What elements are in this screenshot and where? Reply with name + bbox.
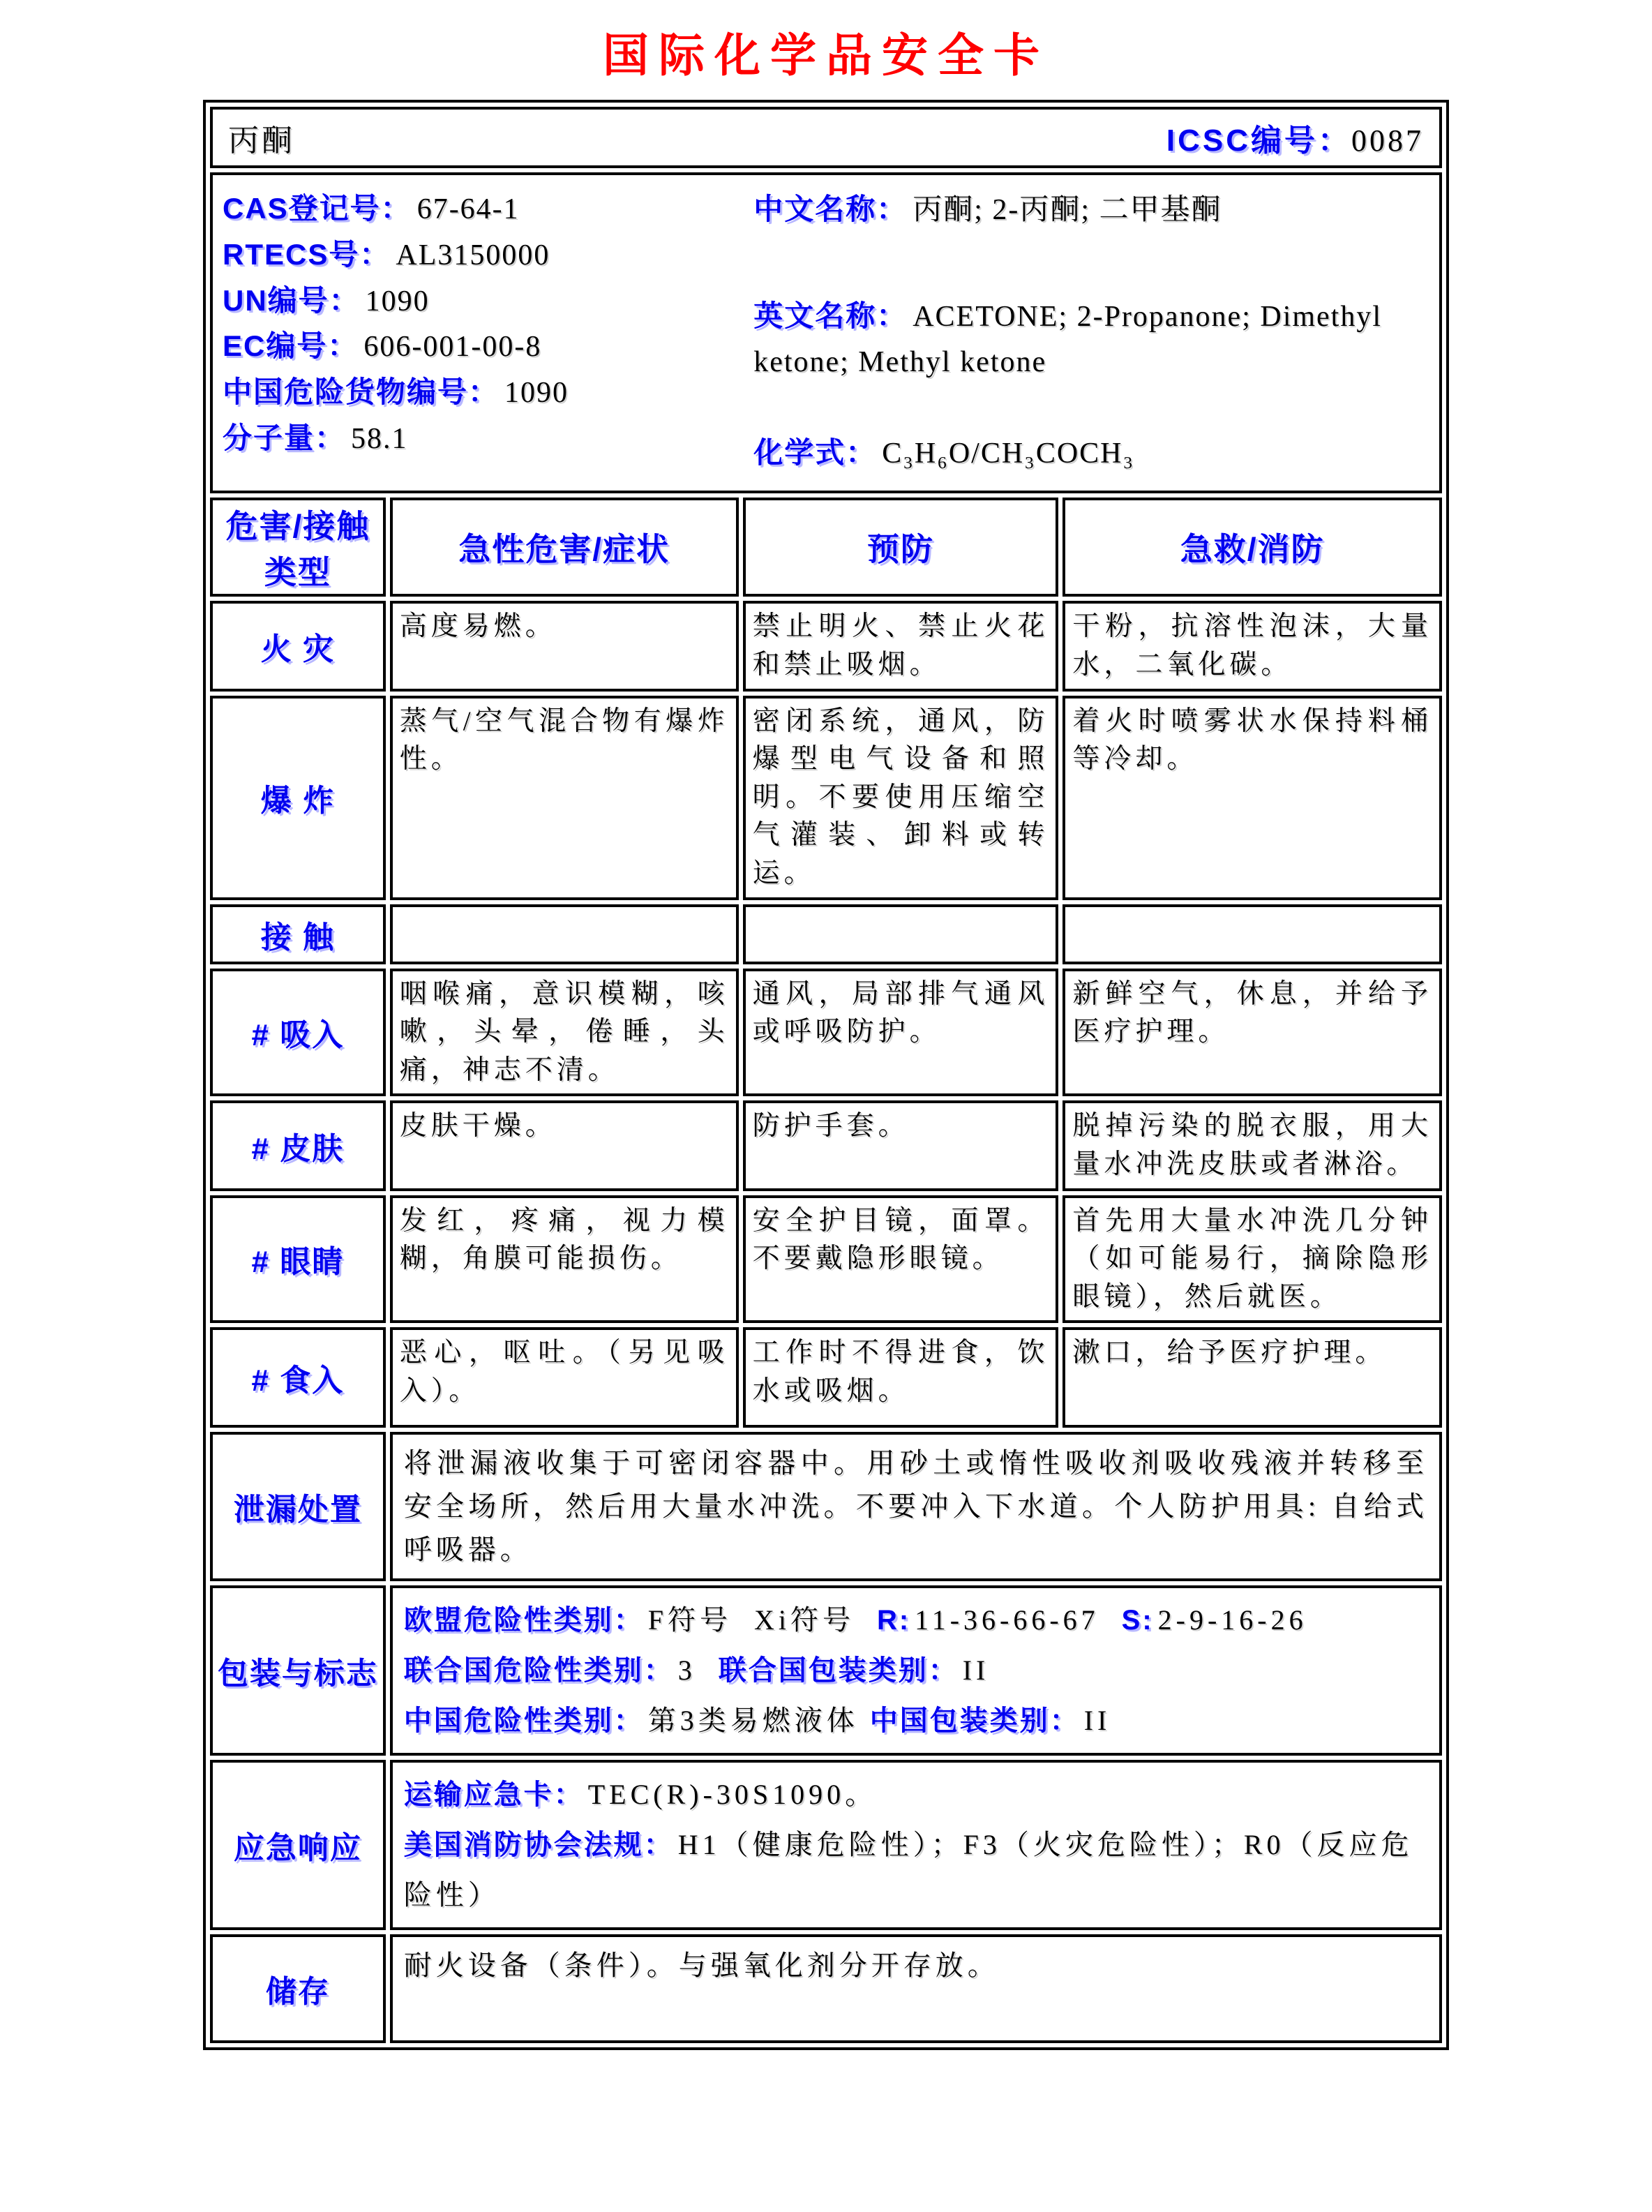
spill-row (210, 1432, 1442, 1581)
substance-name: 丙酮 (228, 124, 295, 158)
fire-symptoms: 高度易燃。 (390, 601, 739, 691)
eyes-symptoms: 发红，疼痛，视力模糊，角膜可能损伤。 (390, 1195, 739, 1324)
section-label-spill: 泄漏处置 (210, 1432, 386, 1581)
transport-emergency-card-line: 运输应急卡： TEC(R)-30S1090。 (403, 1779, 878, 1811)
packaging-content (390, 1585, 1442, 1756)
hazard-header-row (210, 498, 1442, 597)
rtecs-number: RTECS号： AL3150000 (223, 237, 550, 271)
icsc-number-label: ICSC编号： (1166, 124, 1351, 158)
emergency-content (390, 1760, 1442, 1930)
section-label-packaging: 包装与标志 (210, 1585, 386, 1756)
eyes-row (210, 1195, 1442, 1324)
header-hazard-type: 危害/接触类型 (210, 498, 386, 597)
eu-hazard-class-line: 欧盟危险性类别： F符号 Xi符号 R: 11-36-66-67 S: 2-9-16-26 (403, 1604, 1307, 1636)
contact-row (210, 904, 1442, 964)
skin-prevention: 防护手套。 (743, 1100, 1059, 1190)
hazard-type-contact: 接 触 (210, 904, 386, 964)
contact-response (1062, 904, 1442, 964)
hazard-type-ingestion: # 食入 (210, 1327, 386, 1428)
inhalation-response: 新鲜空气，休息，并给予医疗护理。 (1062, 969, 1442, 1097)
eyes-prevention: 安全护目镜，面罩。不要戴隐形眼镜。 (743, 1195, 1059, 1324)
hazard-type-inhalation: # 吸入 (210, 969, 386, 1097)
storage-text: 耐火设备（条件）。与强氧化剂分开存放。 (390, 1934, 1442, 2043)
emergency-row (210, 1760, 1442, 1930)
molecular-weight: 分子量： 58.1 (223, 421, 408, 456)
icsc-number (1166, 115, 1424, 160)
ingestion-response: 漱口，给予医疗护理。 (1062, 1327, 1442, 1428)
name-cell (210, 107, 1442, 168)
ingestion-symptoms: 恶心，呕吐。（另见吸入）。 (390, 1327, 739, 1428)
skin-row (210, 1100, 1442, 1190)
cas-number: CAS登记号： 67-64-1 (223, 192, 520, 225)
page-title: 国际化学品安全卡 (603, 31, 1049, 82)
inhalation-symptoms: 咽喉痛，意识模糊，咳嗽，头晕，倦睡，头痛，神志不清。 (390, 969, 739, 1097)
explosion-symptoms: 蒸气/空气混合物有爆炸性。 (390, 696, 739, 900)
header-prevention: 预防 (743, 498, 1059, 597)
explosion-row (210, 696, 1442, 900)
chemical-formula: 化学式： C₃H₆O/CH₃COCH₃ (753, 436, 1135, 470)
eyes-response: 首先用大量水冲洗几分钟（如可能易行，摘除隐形眼镜），然后就医。 (1062, 1195, 1442, 1324)
inhalation-prevention: 通风，局部排气通风或呼吸防护。 (743, 969, 1059, 1097)
skin-symptoms: 皮肤干燥。 (390, 1100, 739, 1190)
section-label-storage: 储存 (210, 1934, 386, 2043)
icsc-number-value: 0087 (1351, 124, 1424, 158)
fire-response: 干粉，抗溶性泡沫，大量水，二氧化碳。 (1062, 601, 1442, 691)
ingestion-row (210, 1327, 1442, 1428)
un-hazard-class-line: 联合国危险性类别： 3 联合国包装类别： II (403, 1654, 990, 1687)
contact-prevention (743, 904, 1059, 964)
header-symptoms: 急性危害/症状 (390, 498, 739, 597)
explosion-prevention: 密闭系统，通风，防爆型电气设备和照明。不要使用压缩空气灌装、卸料或转运。 (743, 696, 1059, 900)
un-number: UN编号： 1090 (223, 283, 430, 317)
safety-card-table (203, 100, 1449, 2050)
hazard-type-skin: # 皮肤 (210, 1100, 386, 1190)
english-name: 英文名称： ACETONE; 2-Propanone; Dimethyl ketone; Methyl ketone (753, 299, 1383, 379)
hazard-type-eyes: # 眼睛 (210, 1195, 386, 1324)
storage-row (210, 1934, 1442, 2043)
packaging-row (210, 1585, 1442, 1756)
inhalation-row (210, 969, 1442, 1097)
header-response: 急救/消防 (1062, 498, 1442, 597)
china-hazard-class-line: 中国危险性类别： 第3类易燃液体 中国包装类别： II (403, 1705, 1111, 1737)
registry-numbers (223, 186, 753, 477)
spill-text: 将泄漏液收集于可密闭容器中。用砂土或惰性吸收剂吸收残液并转移至安全场所，然后用大量水冲洗。不要冲入下水道。个人防护用具: 自给式呼吸器。 (390, 1432, 1442, 1581)
name-row (210, 107, 1442, 168)
chemical-names (753, 186, 1409, 477)
skin-response: 脱掉污染的脱衣服，用大量水冲洗皮肤或者淋浴。 (1062, 1100, 1442, 1190)
ingestion-prevention: 工作时不得进食，饮水或吸烟。 (743, 1327, 1059, 1428)
nfpa-code-line: 美国消防协会法规： H1（健康危险性）；F3（火灾危险性）；R0（反应危险性） (403, 1829, 1413, 1911)
china-dg-number: 中国危险货物编号： 1090 (223, 375, 569, 410)
chinese-name: 中文名称： 丙酮; 2-丙酮; 二甲基酮 (753, 193, 1222, 226)
hazard-type-fire: 火 灾 (210, 601, 386, 691)
explosion-response: 着火时喷雾状水保持料桶等冷却。 (1062, 696, 1442, 900)
hazard-type-explosion: 爆 炸 (210, 696, 386, 900)
fire-prevention: 禁止明火、禁止火花和禁止吸烟。 (743, 601, 1059, 691)
fire-row (210, 601, 1442, 691)
ec-number: EC编号： 606-001-00-8 (223, 329, 542, 364)
identification-cell (210, 172, 1442, 493)
identification-row (210, 172, 1442, 493)
section-label-emergency: 应急响应 (210, 1760, 386, 1930)
contact-symptoms (390, 904, 739, 964)
